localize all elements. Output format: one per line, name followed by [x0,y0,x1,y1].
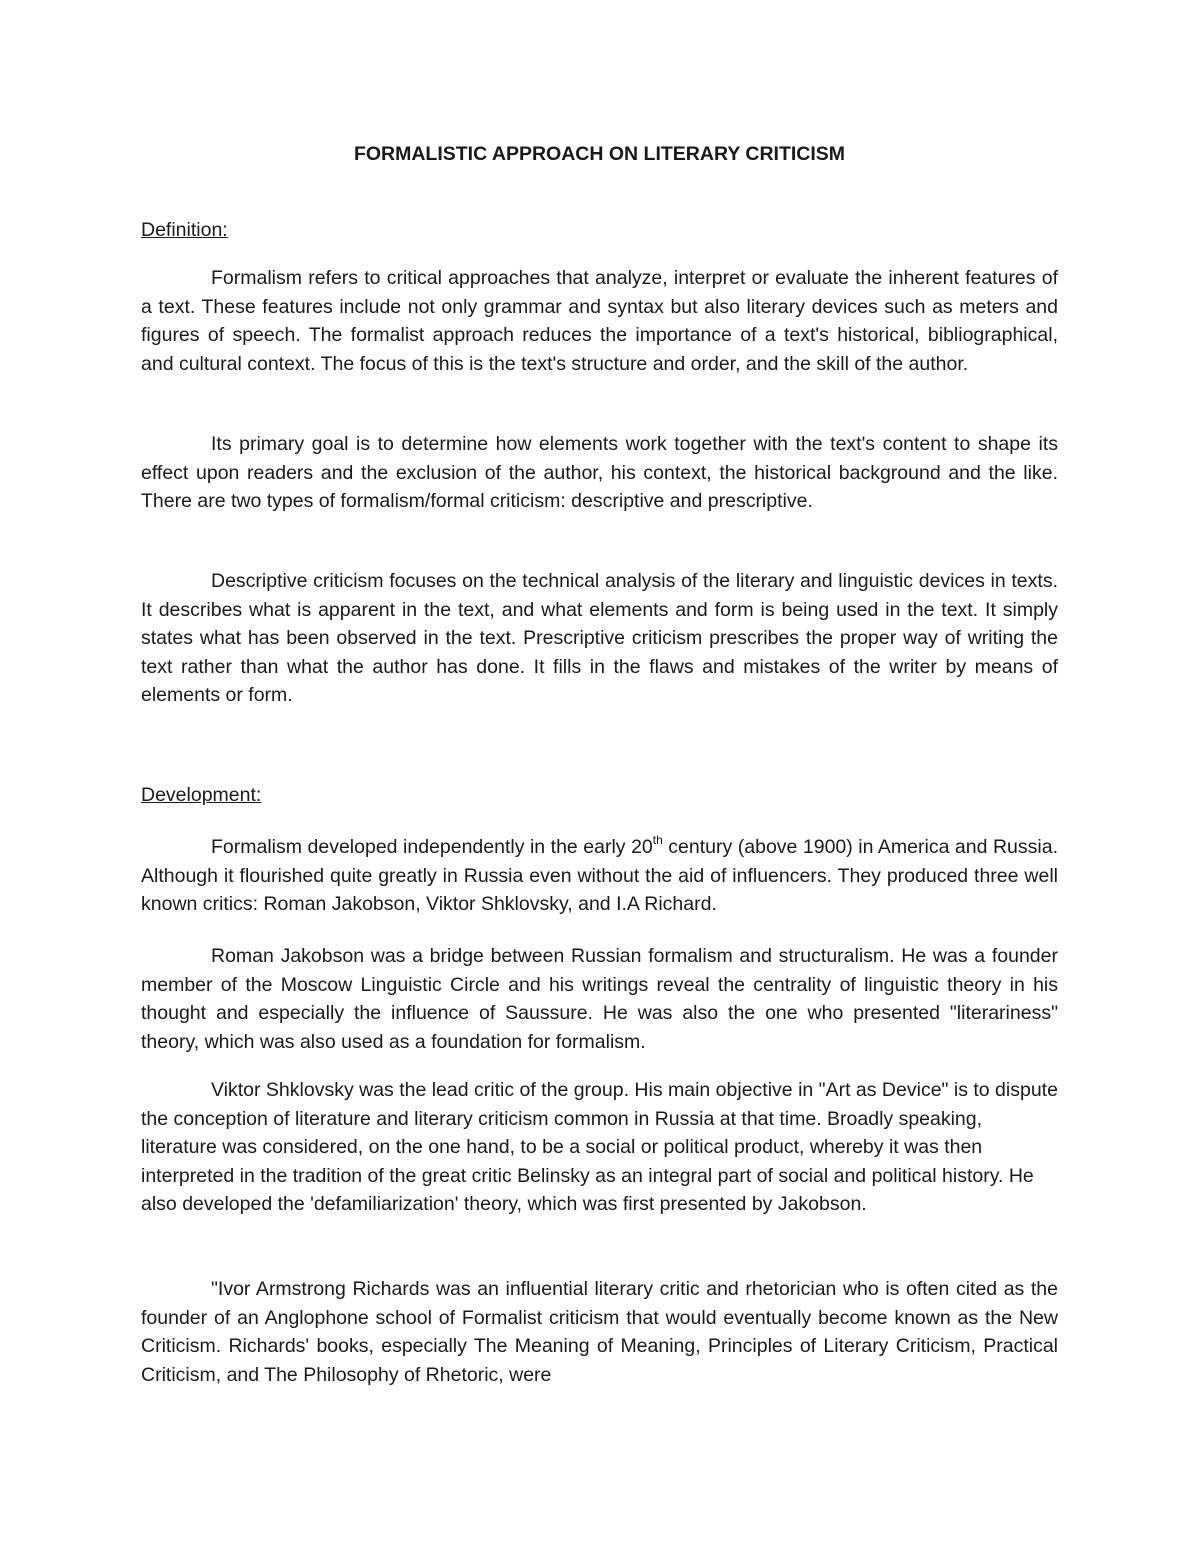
definition-paragraph-2: Its primary goal is to determine how elements work together with the text's content to shape its effect upon readers and the exclusion of the author, his context, the historical background and the like. There are two types of formalism/formal criticism: descriptive and prescriptive. [141,433,1058,513]
development-paragraph-1-text-b: century (above 1900) in America and Russia. Although it flourished quite greatly in Russia even without the aid of influencers. They produced three well known critics: Roman Jakobson, Viktor Shklovsky, and I.A Richard. [141,836,1058,916]
development-heading: Development: [141,784,262,806]
development-paragraph-1 [141,833,1058,919]
definition-paragraph-1: Formalism refers to critical approaches that analyze, interpret or evaluate the inherent features of a text. These features include not only grammar and syntax but also literary devices such as meters and figures of speech. The formalist approach reduces the importance of a text's historical, bibliographical, and cultural context. The focus of this is the text's structure and order, and the skill of the author. [141,267,1058,375]
document-title: FORMALISTIC APPROACH ON LITERARY CRITICISM [353,143,846,165]
development-paragraph-3: Viktor Shklovsky was the lead critic of the group. His main objective in "Art as Device" is to dispute the conception of literature and literary criticism common in Russia at that time. Broadly speaking, literature was considered, on the one hand, to be a social or political product, whereby it was then interpreted in the tradition of the great critic Belinsky as an integral part of social and political history. He also developed the 'defamiliarization' theory, which was first presented by Jakobson. [141,1079,1058,1216]
definition-heading: Definition: [141,219,228,241]
definition-paragraph-3: Descriptive criticism focuses on the technical analysis of the literary and linguistic devices in texts. It describes what is apparent in the text, and what elements and form is being used in the text. It simply states what has been observed in the text. Prescriptive criticism prescribes the proper way of writing the text rather than what the author has done. It fills in the flaws and mistakes of the writer by means of elements or form. [141,570,1058,707]
development-paragraph-2: Roman Jakobson was a bridge between Russian formalism and structuralism. He was a founder member of the Moscow Linguistic Circle and his writings reveal the centrality of linguistic theory in his thought and especially the influence of Saussure. He was also the one who presented "literariness" theory, which was also used as a foundation for formalism. [141,945,1058,1053]
development-paragraph-4: "Ivor Armstrong Richards was an influential literary critic and rhetorician who is often cited as the founder of an Anglophone school of Formalist criticism that would eventually become known as the New Criticism. Richards' books, especially The Meaning of Meaning, Principles of Literary Criticism, Practical Criticism, and The Philosophy of Rhetoric, were [141,1278,1058,1386]
development-paragraph-1-text-a: Formalism developed independently in the early 20 [211,836,653,858]
ordinal-superscript: th [652,833,663,847]
